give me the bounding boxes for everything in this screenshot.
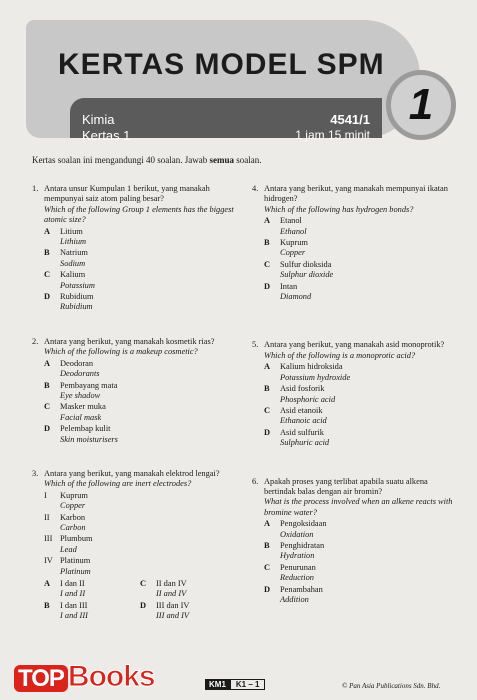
option-d: D Pelembap kulit Skin moisturisers	[44, 424, 118, 444]
option-d: D Rubidium Rubidium	[44, 292, 94, 312]
option-a: A Pengoksidaan Oxidation	[264, 519, 327, 539]
option-c: C Sulfur dioksida Sulphur dioxide	[264, 259, 334, 280]
topbooks-watermark-logo: TOP Books	[14, 660, 155, 694]
option-a: A Kalium hidroksida Potassium hydroxide	[264, 362, 351, 382]
option-c: C II dan IV II and IV	[140, 579, 187, 599]
header-banner	[26, 20, 456, 143]
option-b: B Pembayang mata Eye shadow	[44, 380, 118, 400]
question-text-en: What is the process involved when an alkene reacts with bromine water?	[264, 497, 453, 517]
question-text: Apakah proses yang terlibat apabila suatu alkena bertindak balas dengan air bromin?	[264, 476, 428, 496]
question-text-en: Which of the following are inert electrodes?	[44, 479, 192, 489]
option-a: A Etanol Ethanol	[264, 216, 307, 236]
model-code-tag: KM1	[205, 679, 230, 690]
item-iv: IV Platinum Platinum	[44, 556, 91, 576]
option-b: B I dan III I and III	[44, 600, 88, 621]
page-title: KERTAS MODEL SPM	[58, 48, 385, 81]
option-b: B Natrium Sodium	[44, 248, 88, 268]
item-ii: II Karbon Carbon	[44, 512, 86, 532]
question-text-en: Which of the following is a makeup cosmetic?	[44, 347, 198, 357]
item-iii: III Plumbum Lead	[44, 534, 93, 554]
option-b: B Asid fosforik Phosphoric acid	[264, 384, 336, 404]
question-text: Antara unsur Kumpulan 1 berikut, yang manakah mempunyai saiz atom paling besar?	[44, 184, 210, 204]
item-i: I Kuprum Copper	[44, 490, 88, 511]
question-text-en: Which of the following has hydrogen bonds?	[264, 204, 414, 214]
option-b: B Penghidratan Hydration	[264, 540, 325, 561]
left-column	[32, 184, 237, 622]
option-c: C Asid etanoik Ethanoic acid	[264, 405, 327, 426]
question-4: 4. Antara yang berikut, yang manakah mempunyai ikatan hidrogen? Which of the following has hydrogen bonds? A Etanol Ethanol B Kuprum Copper C Sulfur dioksida Sulphur dioxide D Intan Diamond	[252, 184, 457, 302]
right-column	[252, 184, 457, 605]
instructions: Kertas soalan ini mengandungi 40 soalan. Jawab semua soalan.	[32, 155, 262, 165]
question-2: 2. Antara yang berikut, yang manakah kosmetik rias? Which of the following is a makeup cosmetic? A Deodoran Deodorants B Pembayang mata Eye shadow C Masker muka Facial mask D Pelembap kulit Skin moisturisers	[32, 337, 237, 445]
question-3: 3. Antara yang berikut, yang manakah elektrod lengai? Which of the following are inert electrodes? I Kuprum Copper II Karbon Carbon III Plumbum Lead IV Platinum Platinum A I dan II I and II C II dan IV II and IV B I dan III I and III D III dan IV III and IV	[32, 469, 237, 622]
question-text: Antara yang berikut, yang manakah mempunyai ikatan hidrogen?	[264, 184, 448, 204]
paper-duration: 1 jam 15 minit	[295, 128, 370, 142]
subject-label: Kimia	[82, 112, 115, 127]
option-c: C Kalium Potassium	[44, 270, 95, 290]
paper-code: 4541/1	[330, 112, 370, 127]
question-1: 1. Antara unsur Kumpulan 1 berikut, yang manakah mempunyai saiz atom paling besar? Which of the following Group 1 elements has the biggest atomic size? A Litium Lithium B Natrium Sodium C Kalium Potassium D Rubidium Rubidium	[32, 184, 237, 313]
option-a: A Litium Lithium	[44, 226, 87, 247]
question-text: Antara yang berikut, yang manakah asid monoprotik?	[264, 340, 445, 350]
option-c: C Penurunan Reduction	[264, 562, 316, 583]
question-6: 6. Apakah proses yang terlibat apabila suatu alkena bertindak balas dengan air bromin? What is the process involved when an alkene reacts with bromine water? A Pengoksidaan Oxidation B Penghidratan Hydration C Penurunan Reduction D Penambahan Addition	[252, 477, 457, 606]
publisher-copyright: © Pan Asia Publications Sdn. Bhd.	[342, 682, 441, 690]
page-number: K1 – 1	[230, 679, 266, 690]
question-text: Antara yang berikut, yang manakah elektrod lengai?	[44, 468, 220, 478]
option-d: D III dan IV III and IV	[140, 600, 190, 621]
option-d: D Penambahan Addition	[264, 584, 323, 604]
option-c: C Masker muka Facial mask	[44, 402, 106, 422]
option-a: A Deodoran Deodorants	[44, 358, 100, 379]
question-text-en: Which of the following is a monoprotic acid?	[264, 350, 416, 360]
model-number-badge: 1	[386, 70, 456, 140]
option-b: B Kuprum Copper	[264, 238, 308, 258]
option-d: D Intan Diamond	[264, 281, 312, 302]
question-5: 5. Antara yang berikut, yang manakah asid monoprotik? Which of the following is a monoprotic acid? A Kalium hidroksida Potassium hydroxide B Asid fosforik Phosphoric acid C Asid etanoik Ethanoic acid D Asid sulfurik Sulphuric acid	[252, 340, 457, 448]
paper-label: Kertas 1	[82, 128, 131, 143]
option-a: A I dan II I and II	[44, 579, 86, 599]
page-footer	[205, 679, 265, 690]
option-d: D Asid sulfurik Sulphuric acid	[264, 427, 330, 448]
question-text-en: Which of the following Group 1 elements has the biggest atomic size?	[44, 204, 234, 225]
question-text: Antara yang berikut, yang manakah kosmetik rias?	[44, 336, 215, 346]
